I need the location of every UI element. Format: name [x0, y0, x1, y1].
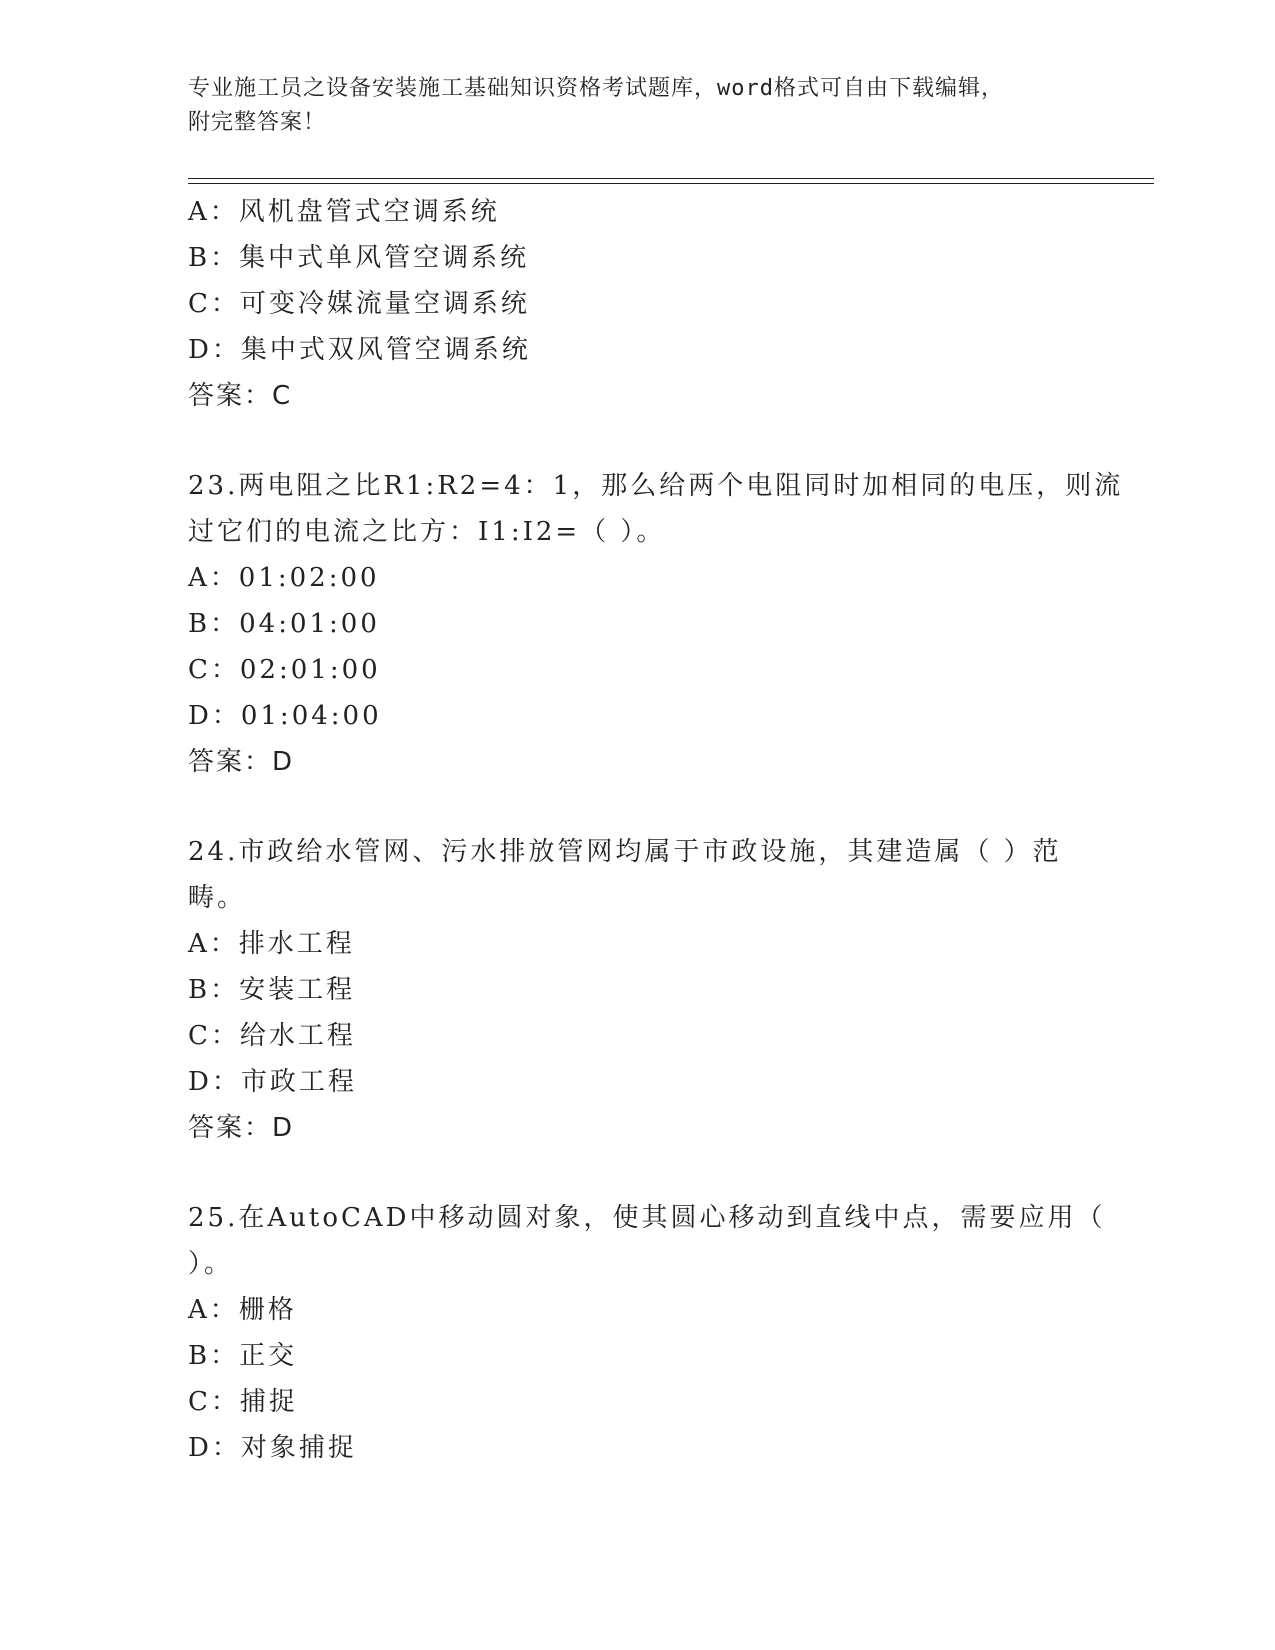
option-c: C：可变冷媒流量空调系统: [188, 289, 530, 319]
question-text-line-1: 24.市政给水管网、污水排放管网均属于市政设施，其建造属（ ）范: [188, 837, 1062, 867]
question-text-line-2: ）。: [188, 1249, 234, 1279]
option-b: B：04:01:00: [188, 609, 380, 639]
answer: 答案：D: [188, 747, 295, 777]
option-a: A：排水工程: [188, 929, 355, 959]
question-text-line-2: 畴。: [188, 883, 247, 913]
option-b: B：正交: [188, 1341, 298, 1371]
header-divider-bottom: [188, 183, 1154, 184]
question-25: [188, 1195, 1106, 1471]
document-header: [188, 72, 1088, 140]
question-text-line-1: 23.两电阻之比R1:R2=4：1，那么给两个电阻同时加相同的电压，则流: [188, 471, 1124, 501]
answer: 答案：C: [188, 381, 293, 411]
option-a: A：01:02:00: [188, 563, 380, 593]
option-c: C：给水工程: [188, 1021, 356, 1051]
option-c: C：捕捉: [188, 1387, 298, 1417]
question-content: [188, 189, 1124, 1471]
answer: 答案：D: [188, 1113, 295, 1143]
question-22: [188, 189, 1088, 419]
header-line-1: 专业施工员之设备安装施工基础知识资格考试题库，word格式可自由下载编辑，: [188, 76, 1004, 101]
option-d: D：对象捕捉: [188, 1433, 357, 1463]
question-23: [188, 463, 1124, 785]
question-text-line-2: 过它们的电流之比方：I1:I2=（ ）。: [188, 517, 666, 547]
header-line-2: 附完整答案！: [188, 110, 327, 135]
question-24: [188, 829, 1088, 1151]
question-text-line-1: 25.在AutoCAD中移动圆对象，使其圆心移动到直线中点，需要应用（: [188, 1203, 1106, 1233]
header-divider-top: [188, 178, 1154, 179]
option-b: B：集中式单风管空调系统: [188, 243, 530, 273]
option-d: D：市政工程: [188, 1067, 357, 1097]
option-c: C：02:01:00: [188, 655, 381, 685]
option-a: A：风机盘管式空调系统: [188, 197, 500, 227]
option-d: D：集中式双风管空调系统: [188, 335, 531, 365]
option-a: A：栅格: [188, 1295, 297, 1325]
option-d: D：01:04:00: [188, 701, 382, 731]
option-b: B：安装工程: [188, 975, 356, 1005]
